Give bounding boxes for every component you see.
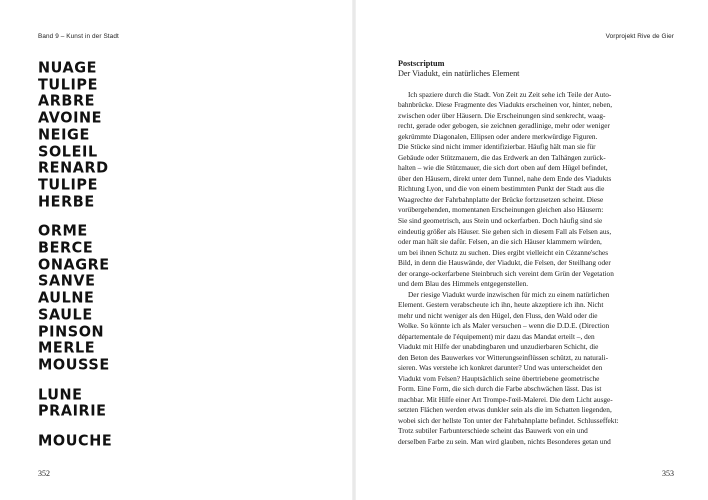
word-item: TULIPE (38, 176, 99, 194)
running-head-right: Vorprojekt Rive de Gier (605, 33, 674, 40)
word-item: ARBRE (38, 93, 96, 111)
text-line: Element. Gestern verabscheute ich ihn, heute akzeptiere ich ihn. Nicht (398, 300, 604, 310)
text-line: machbar. Mit Hilfe einer Art Trompe-l'œil-Malerei. Die dem Licht ausge- (398, 394, 613, 404)
text-line: Gebäude oder Stützmauern, die das Erdwerk an den Talhängen zurück- (398, 152, 606, 162)
text-line: derselben Farbe zu sein. Man wird glauben, nichts Besonderes getan und (398, 436, 611, 446)
paragraph (398, 90, 676, 290)
text-line: départementale de l'équipement) mir dazu das Mandat erteilt –, den (398, 331, 595, 341)
body-text (398, 90, 676, 448)
text-line: Trotz subtiler Farbunterschiede scheint das Bauwerk von ein und (398, 426, 588, 436)
word-item: LUNE (38, 386, 83, 404)
word-item: NUAGE (38, 60, 98, 77)
text-line: wobei sich der hellste Ton unter der Fahrbahnplatte befindet. Schlusseffekt: (398, 415, 619, 425)
word-group (38, 387, 112, 420)
word-item: MOUCHE (38, 433, 113, 450)
word-item: SOLEIL (38, 143, 98, 161)
text-line: eindeutig größer als Häuser. Sie gehen sich in diesem Fall als Felsen aus, (398, 226, 612, 236)
text-line: Viadukt vom Felsen? Hauptsächlich seine übertriebene geometrische (398, 373, 600, 383)
word-item: MERLE (38, 340, 96, 358)
word-item: MOUSSE (38, 356, 110, 374)
word-item: PINSON (38, 323, 105, 341)
text-line: Der riesige Viadukt wurde inzwischen für mich zu einem natürlichen (408, 289, 610, 299)
word-item: ONAGRE (38, 256, 110, 274)
text-line: Richtung Lyon, und die von einem bestimmten Punkt der Stadt aus die (398, 184, 605, 194)
word-item: ORME (38, 223, 88, 241)
word-item: SANVE (38, 273, 96, 291)
paragraph (398, 290, 676, 448)
page-number-left: 352 (38, 469, 50, 478)
text-line: den Beton des Bauwerkes vor Witterungseinflüssen schützt, zu naturali- (398, 352, 609, 362)
text-line: sieren. Was verstehe ich konkret darunter? Und was unterscheidet den (398, 363, 603, 373)
word-item: NEIGE (38, 126, 90, 144)
word-group (38, 433, 112, 450)
word-item: AVOINE (38, 110, 103, 127)
text-line: halten – wie die Stützmauer, die sich dort oben auf dem Hügel befindet, (398, 163, 608, 173)
word-group (38, 223, 112, 373)
section-subheading: Der Viadukt, ein natürliches Element (398, 69, 520, 79)
text-line: Wolke. So könnte ich als Maler versuchen – wenn die D.D.E. (Direction (398, 321, 610, 331)
word-item: PRAIRIE (38, 403, 107, 421)
word-item: BERCE (38, 240, 94, 257)
word-list (38, 60, 112, 463)
word-group (38, 60, 112, 210)
postscriptum-text-block (398, 59, 676, 447)
text-line: vorübergehenden, momentanen Erscheinungen gleichen also Häusern: (398, 205, 604, 215)
text-line: gekrümmte Diagonalen, Ellipsen oder andere merkwürdige Figuren. (398, 131, 598, 141)
word-item: TULIPE (38, 76, 99, 94)
text-line: mehr und nicht weniger als den Hügel, den Fluss, den Wald oder die (398, 310, 598, 320)
text-line: Waagrechte der Fahrbahnplatte der Brücke fortzusetzen scheint. Diese (398, 194, 604, 204)
page-number-right: 353 (662, 469, 674, 478)
running-head-left: Band 9 – Kunst in der Stadt (38, 33, 119, 40)
text-line: Ich spaziere durch die Stadt. Von Zeit zu Zeit sehe ich Teile der Auto- (408, 89, 612, 99)
text-line: setzten Flächen werden etwas dunkler sein als die im Schatten liegenden, (398, 405, 612, 415)
text-line: Die Stücke sind nicht immer identifizierbar. Häufig hält man sie für (398, 142, 596, 152)
text-line: der orange-ockerfarbene Steinbruch sich vereint dem Grün der Vegetation (398, 268, 614, 278)
text-line: zwischen oder über Häusern. Die Erscheinungen sind senkrecht, waag- (398, 110, 606, 120)
word-item: HERBE (38, 193, 95, 211)
text-line: Bild, in denn die Hauswände, der Viadukt, die Felsen, der Steilhang oder (398, 258, 611, 268)
text-line: Sie sind geometrisch, aus Stein und ockerfarben. Doch häufig sind sie (398, 216, 603, 225)
text-line: um bei ihnen Schutz zu suchen. Dies ergibt vielleicht ein Cézanne'sches (398, 247, 609, 257)
text-line: und dem Blau des Himmels entgegenstellen. (398, 279, 529, 289)
text-line: oder man hält sie dafür. Felsen, an die sich Häuser klammern würden, (398, 237, 602, 247)
text-line: Viadukt mit Hilfe der unabdingbaren und unzudierbaren Schicht, die (398, 342, 599, 352)
text-line: Form. Eine Form, die sich durch die Farbe abschwächen lässt. Das ist (398, 384, 602, 394)
text-line: bahnbrücke. Diese Fragmente des Viadukts erscheinen vor, hinter, neben, (398, 100, 613, 110)
text-line: über den Häusern, direkt unter dem Tunnel, nahe dem Ende des Viadukts (398, 173, 612, 183)
word-item: RENARD (38, 160, 109, 178)
word-item: SAULE (38, 306, 93, 324)
text-line: recht, gerade oder gebogen, sie zeichnen geradlinige, mehr oder weniger (398, 121, 610, 131)
word-item: AULNE (38, 290, 95, 307)
section-heading: Postscriptum (398, 59, 445, 68)
